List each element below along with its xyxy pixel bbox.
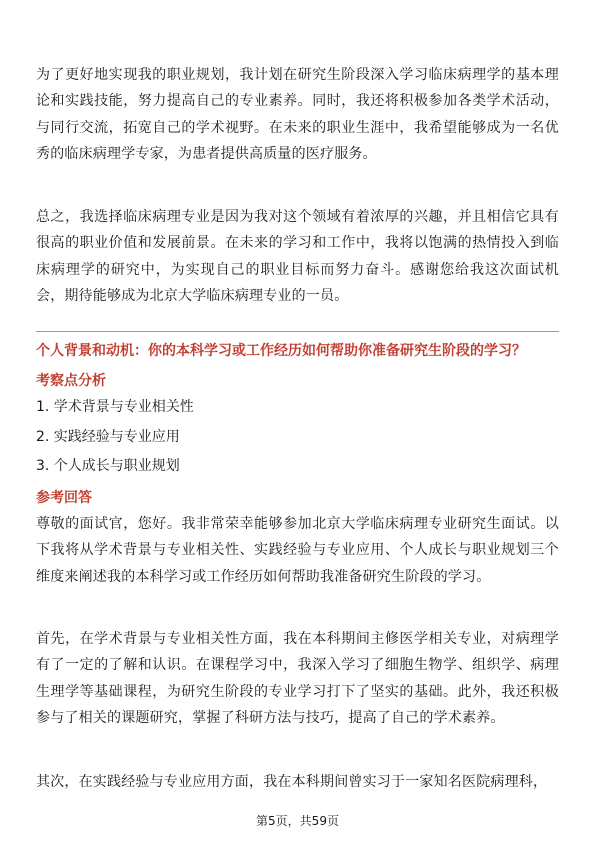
analysis-item: 2. 实践经验与专业应用 [36, 429, 180, 445]
question-heading: 个人背景和动机：你的本科学习或工作经历如何帮助你准备研究生阶段的学习？ [36, 343, 526, 359]
body-paragraph-career-plan: 为了更好地实现我的职业规划，我计划在研究生阶段深入学习临床病理学的基本理论和实践技能，努力提高自己的专业素养。同时，我还将积极参加各类学术活动，与同行交流，拓宽自己的学术视野。在未来的职业生涯中，我希望能够成为一名优秀的临床病理学专家，为患者提供高质量的医疗服务。 [36, 67, 559, 162]
answer-paragraph-academic: 首先，在学术背景与专业相关性方面，我在本科期间主修医学相关专业，对病理学有了一定的了解和认识。在课程学习中，我深入学习了细胞生物学、组织学、病理生理学等基础课程，为研究生阶段的专业学习打下了坚实的基础。此外，我还积极参与了相关的课题研究，掌握了科研方法与技巧，提高了自己的学术素养。 [36, 631, 559, 726]
page-number-footer: 第5页，共59页 [256, 814, 339, 828]
analysis-heading: 考察点分析 [36, 373, 106, 389]
analysis-item: 3. 个人成长与职业规划 [36, 458, 180, 474]
answer-paragraph-intro: 尊敬的面试官，您好。我非常荣幸能够参加北京大学临床病理专业研究生面试。以下我将从学术背景与专业相关性、实践经验与专业应用、个人成长与职业规划三个维度来阐述我的本科学习或工作经历如何帮助我准备研究生阶段的学习。 [36, 516, 559, 585]
answer-paragraph-practice: 其次，在实践经验与专业应用方面，我在本科期间曾实习于一家知名医院病理科， [36, 774, 548, 790]
analysis-item: 1. 学术背景与专业相关性 [36, 399, 194, 415]
body-paragraph-conclusion: 总之，我选择临床病理专业是因为我对这个领域有着浓厚的兴趣，并且相信它具有很高的职业价值和发展前景。在未来的学习和工作中，我将以饱满的热情投入到临床病理学的研究中，为实现自己的职业目标而努力奋斗。感谢您给我这次面试机会，期待能够成为北京大学临床病理专业的一员。 [36, 209, 559, 304]
section-divider [36, 331, 559, 332]
answer-heading: 参考回答 [36, 490, 92, 506]
